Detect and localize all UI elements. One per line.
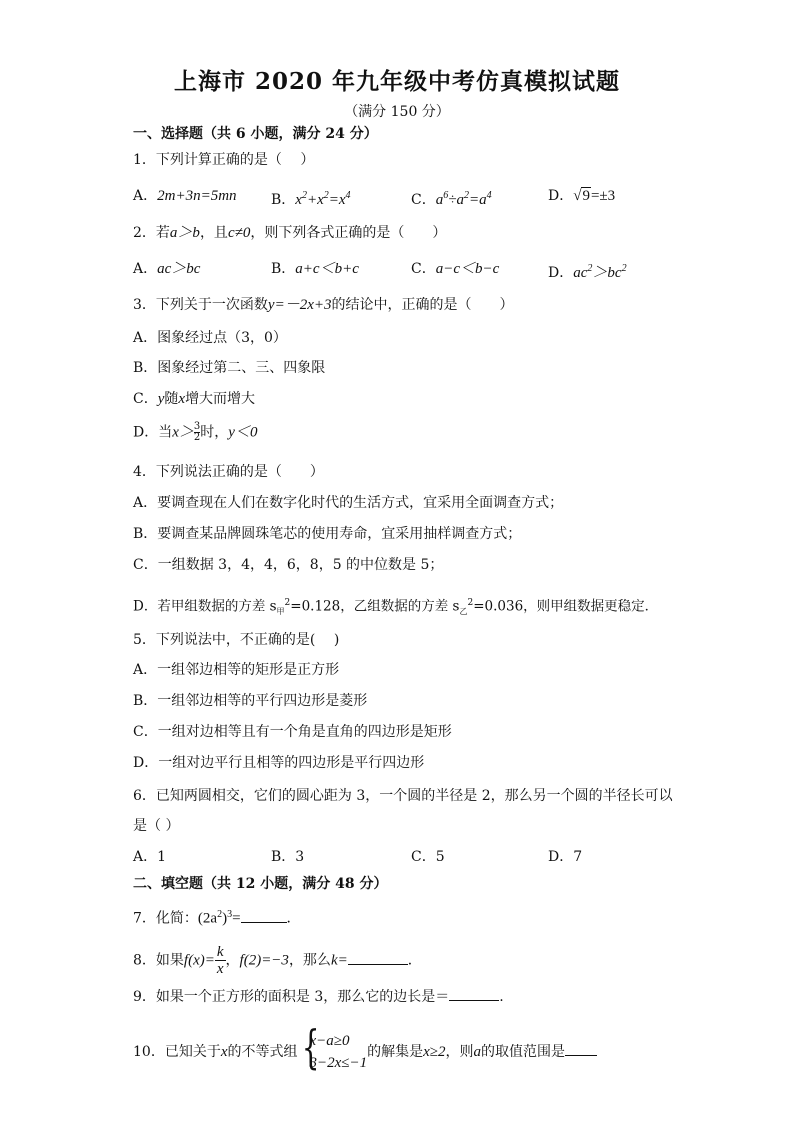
q2-option-a: A．ac＞bc	[133, 261, 201, 277]
q5-option-a: A．一组邻边相等的矩形是正方形	[133, 662, 340, 678]
q2-option-d: D．$ac^2>bc^2$	[548, 263, 627, 281]
question-6-stem: 6．已知两圆相交，它们的圆心距为 3，一个圆的半径是 2，那么另一个圆的半径长可以	[133, 788, 673, 804]
page-subtitle: （满分 150 分）	[344, 104, 450, 120]
q6-option-c: C．5	[411, 849, 445, 865]
question-9: 9．如果一个正方形的面积是 3，那么它的边长是＝ .	[133, 986, 504, 1006]
q4-option-d: D．若甲组数据的方差 $s_甲^2=0.128$，乙组数据的方差 $s_乙^2=0.036$，则甲组数据更稳定．	[133, 598, 659, 617]
question-1-stem: 1．下列计算正确的是（ ）	[133, 152, 315, 168]
q8-answer-blank[interactable]	[348, 950, 408, 965]
question-6-stem-cont: 是（ ）	[133, 818, 180, 834]
q1-option-c: C．$a^6\div a^2=a^4$	[411, 190, 492, 208]
q5-option-c: C．一组对边相等且有一个角是直角的四边形是矩形	[133, 724, 452, 740]
question-2-stem: 2．若a＞b，且c≠0，则下列各式正确的是（ ）	[133, 225, 447, 241]
q1-option-b: B．$x^2+x^2=x^4$	[271, 190, 351, 208]
section-heading-choice: 一、选择题（共 6 小题，满分 24 分）	[133, 126, 378, 142]
question-5-stem: 5．下列说法中，不正确的是( )	[133, 632, 340, 648]
q9-answer-blank[interactable]	[449, 986, 499, 1001]
q1-option-a: A．2m+3n=5mn	[133, 188, 237, 204]
q4-option-a: A．要调查现在人们在数字化时代的生活方式，宜采用全面调查方式；	[133, 495, 564, 511]
page-title: 上海市 2020 年九年级中考仿真模拟试题	[173, 68, 621, 95]
q6-option-b: B．3	[271, 849, 305, 865]
q6-option-d: D．7	[548, 849, 583, 865]
q6-option-a: A．1	[133, 849, 167, 865]
question-8: 8．如果f(x)= $\frac{k}{x}$ ，f(2)=−3，那么k= ．	[133, 944, 422, 977]
q4-option-c: C．一组数据 3，4，4，6，8，5 的中位数是 5；	[133, 557, 444, 573]
q3-option-a: A．图象经过点（3，0）	[133, 330, 287, 346]
q10-inequality-system: { x−a≥0 3−2x≤−1	[301, 1020, 368, 1074]
q10-answer-blank[interactable]	[565, 1041, 597, 1056]
q2-option-c: C．a−c＜b−c	[411, 261, 500, 277]
q5-option-d: D．一组对边平行且相等的四边形是平行四边形	[133, 755, 425, 771]
q1-option-d: D．√9=±3	[548, 188, 616, 204]
q5-option-b: B．一组邻边相等的平行四边形是菱形	[133, 693, 368, 709]
question-7: 7．化简：$(2a^2)^3=$ ．	[133, 909, 301, 927]
question-10: 10．已知关于x的不等式组 { x−a≥0 3−2x≤−1 的解集是x≥2，则a的取值范围是	[133, 1030, 597, 1074]
q3-option-d: D．当x＞ $\frac{3}{2}$时，y＜0	[133, 421, 258, 443]
section-heading-fill: 二、填空题（共 12 小题，满分 48 分）	[133, 876, 388, 892]
q2-option-b: B．a+c＜b+c	[271, 261, 359, 277]
question-4-stem: 4．下列说法正确的是（ ）	[133, 464, 324, 480]
q3-option-b: B．图象经过第二、三、四象限	[133, 360, 326, 376]
question-3-stem: 3．下列关于一次函数y=－2x+3的结论中，正确的是（ ）	[133, 297, 514, 313]
q7-answer-blank[interactable]	[241, 908, 287, 923]
q4-option-b: B．要调查某品牌圆珠笔芯的使用寿命，宜采用抽样调查方式；	[133, 526, 522, 542]
q3-option-c: C．y随x增大而增大	[133, 391, 256, 407]
